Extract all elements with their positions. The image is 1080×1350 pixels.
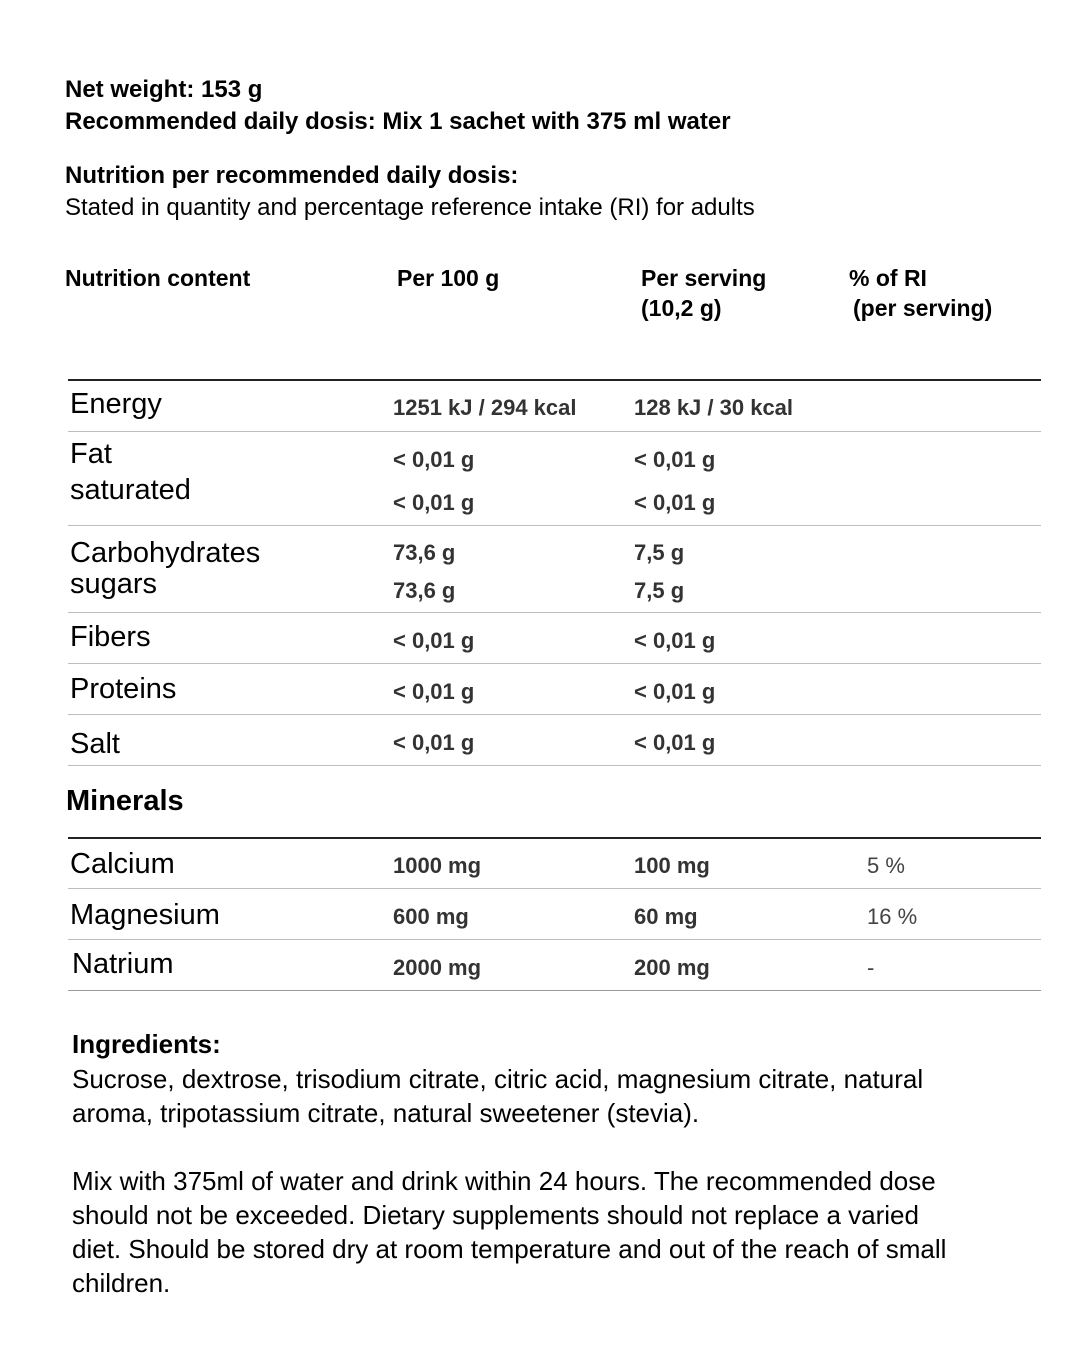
magnesium-ri: 16 % <box>867 904 918 929</box>
usage-instructions: Mix with 375ml of water and drink within 24 hours. The recommended dose should not be exceeded. Dietary supplements should not replace a varied diet. Should be stored dry at room temperature and out of the reach of small children. <box>72 1166 947 1298</box>
col-header-serving-size: (10,2 g) <box>641 295 722 321</box>
proteins-serving: < 0,01 g <box>634 679 716 704</box>
row-divider <box>68 714 1041 715</box>
salt-serving: < 0,01 g <box>634 730 716 755</box>
magnesium-serving: 60 mg <box>634 904 698 929</box>
row-label-carbohydrates: Carbohydrates <box>70 537 261 569</box>
proteins-per100: < 0,01 g <box>393 679 475 704</box>
col-header-per100: Per 100 g <box>397 265 500 291</box>
carbohydrates-per100: 73,6 g <box>393 540 456 565</box>
nutrition-title: Nutrition per recommended daily dosis: <box>65 162 519 189</box>
calcium-serving: 100 mg <box>634 853 710 878</box>
row-label-natrium: Natrium <box>72 948 174 980</box>
row-divider <box>68 663 1041 664</box>
row-label-salt: Salt <box>70 728 120 760</box>
saturated-serving: < 0,01 g <box>634 490 716 515</box>
sugars-per100: 73,6 g <box>393 578 456 603</box>
row-label-energy: Energy <box>70 388 162 420</box>
col-header-ri: % of RI <box>849 265 927 291</box>
natrium-per100: 2000 mg <box>393 955 482 980</box>
table-bottom-rule <box>68 990 1041 991</box>
row-divider <box>68 612 1041 613</box>
fat-per100: < 0,01 g <box>393 447 475 472</box>
fibers-serving: < 0,01 g <box>634 628 716 653</box>
ingredients-text: Sucrose, dextrose, trisodium citrate, citric acid, magnesium citrate, natural aroma, tripotassium citrate, natural sweetener (stevia). <box>72 1064 924 1128</box>
minerals-title: Minerals <box>66 785 184 817</box>
magnesium-per100: 600 mg <box>393 904 469 929</box>
natrium-serving: 200 mg <box>634 955 710 980</box>
row-divider <box>68 939 1041 940</box>
col-header-content: Nutrition content <box>65 265 251 291</box>
carbohydrates-serving: 7,5 g <box>634 540 685 565</box>
saturated-per100: < 0,01 g <box>393 490 475 515</box>
nutrition-subtitle: Stated in quantity and percentage reference intake (RI) for adults <box>65 194 755 221</box>
row-label-magnesium: Magnesium <box>70 899 220 931</box>
row-divider <box>68 765 1041 766</box>
ingredients-title: Ingredients: <box>72 1029 221 1059</box>
energy-per100: 1251 kJ / 294 kcal <box>393 395 577 420</box>
row-label-proteins: Proteins <box>70 673 177 705</box>
row-label-fibers: Fibers <box>70 621 151 653</box>
row-label-saturated: saturated <box>70 474 191 506</box>
minerals-top-rule <box>68 837 1041 839</box>
table-top-rule <box>68 379 1041 381</box>
fibers-per100: < 0,01 g <box>393 628 475 653</box>
row-divider <box>68 525 1041 526</box>
natrium-ri: - <box>867 955 875 980</box>
daily-dose: Recommended daily dosis: Mix 1 sachet with 375 ml water <box>65 108 731 135</box>
net-weight: Net weight: 153 g <box>65 76 263 103</box>
row-label-fat: Fat <box>70 438 112 470</box>
col-header-ri-note: (per serving) <box>853 295 993 321</box>
row-divider <box>68 431 1041 432</box>
energy-serving: 128 kJ / 30 kcal <box>634 395 794 420</box>
row-label-calcium: Calcium <box>70 848 175 880</box>
row-label-sugars: sugars <box>70 568 158 600</box>
row-divider <box>68 888 1041 889</box>
sugars-serving: 7,5 g <box>634 578 685 603</box>
col-header-serving: Per serving <box>641 265 767 291</box>
fat-serving: < 0,01 g <box>634 447 716 472</box>
calcium-per100: 1000 mg <box>393 853 482 878</box>
calcium-ri: 5 % <box>867 853 905 878</box>
salt-per100: < 0,01 g <box>393 730 475 755</box>
